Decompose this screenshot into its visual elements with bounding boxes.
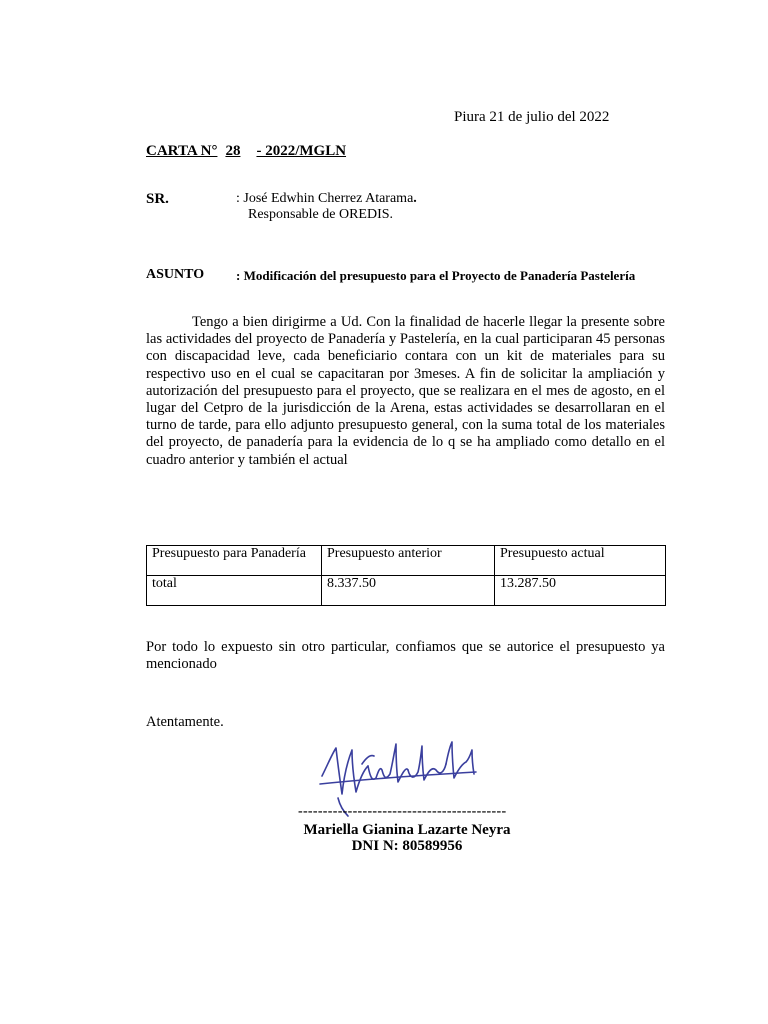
- carta-suffix: - 2022/MGLN: [256, 143, 347, 159]
- carta-prefix: CARTA N°: [146, 143, 218, 159]
- farewell: Atentamente.: [146, 714, 224, 730]
- recipient-label: SR.: [146, 191, 169, 207]
- letter-reference: [146, 143, 346, 160]
- cell-total-label: total: [147, 576, 322, 606]
- closing-paragraph: Por todo lo expuesto sin otro particular, confiamos que se autorice el presupuesto ya mencionado: [146, 639, 665, 672]
- signature-line: ------------------------------------------: [298, 804, 507, 819]
- budget-table: [146, 545, 666, 606]
- letter-date: Piura 21 de julio del 2022: [454, 109, 610, 125]
- letter-body-text: Tengo a bien dirigirme a Ud. Con la finalidad de hacerle llegar la presente sobre las actividades del proyecto de Panadería y Pastelería, en la cual participaran 45 personas con discapacidad leve, cada beneficiario contara con un kit de materiales para su respectivo uso en el cual se capacitaran por 3meses. A fin de solicitar la ampliación y autorización del presupuesto para el proyecto, que se realizara en el mes de agosto, en el lugar del Cetpro de la jurisdicción de la Arena, estas actividades se desarrollaran en el turno de tarde, para ello adjunto presupuesto general, con la suma total de los materiales del proyecto, de panadería para la evidencia de lo q se ha ampliado como detallo en el cuadro anterior y también el actual: [146, 314, 665, 468]
- recipient-name: [236, 191, 417, 207]
- recipient-role: Responsable de OREDIS.: [248, 207, 394, 222]
- table-row: [147, 576, 666, 606]
- signer-dni: DNI N: 80589956: [351, 838, 463, 854]
- recipient-name-period: .: [413, 191, 417, 206]
- signer-name: Mariella Gianina Lazarte Neyra: [303, 822, 511, 838]
- letter-body: [146, 314, 665, 469]
- cell-previous-budget: 8.337.50: [322, 576, 495, 606]
- table-header-row: [147, 546, 666, 576]
- subject-text: : Modificación del presupuesto para el Proyecto de Panadería Pastelería: [236, 268, 636, 283]
- header-cell-actual: Presupuesto actual: [495, 546, 666, 576]
- subject-label: ASUNTO: [146, 267, 205, 282]
- recipient-name-text: : José Edwhin Cherrez Atarama: [236, 191, 414, 206]
- header-cell-panaderia: Presupuesto para Panadería: [147, 546, 322, 576]
- cell-current-budget: 13.287.50: [495, 576, 666, 606]
- carta-number: 28: [225, 143, 241, 159]
- header-cell-anterior: Presupuesto anterior: [322, 546, 495, 576]
